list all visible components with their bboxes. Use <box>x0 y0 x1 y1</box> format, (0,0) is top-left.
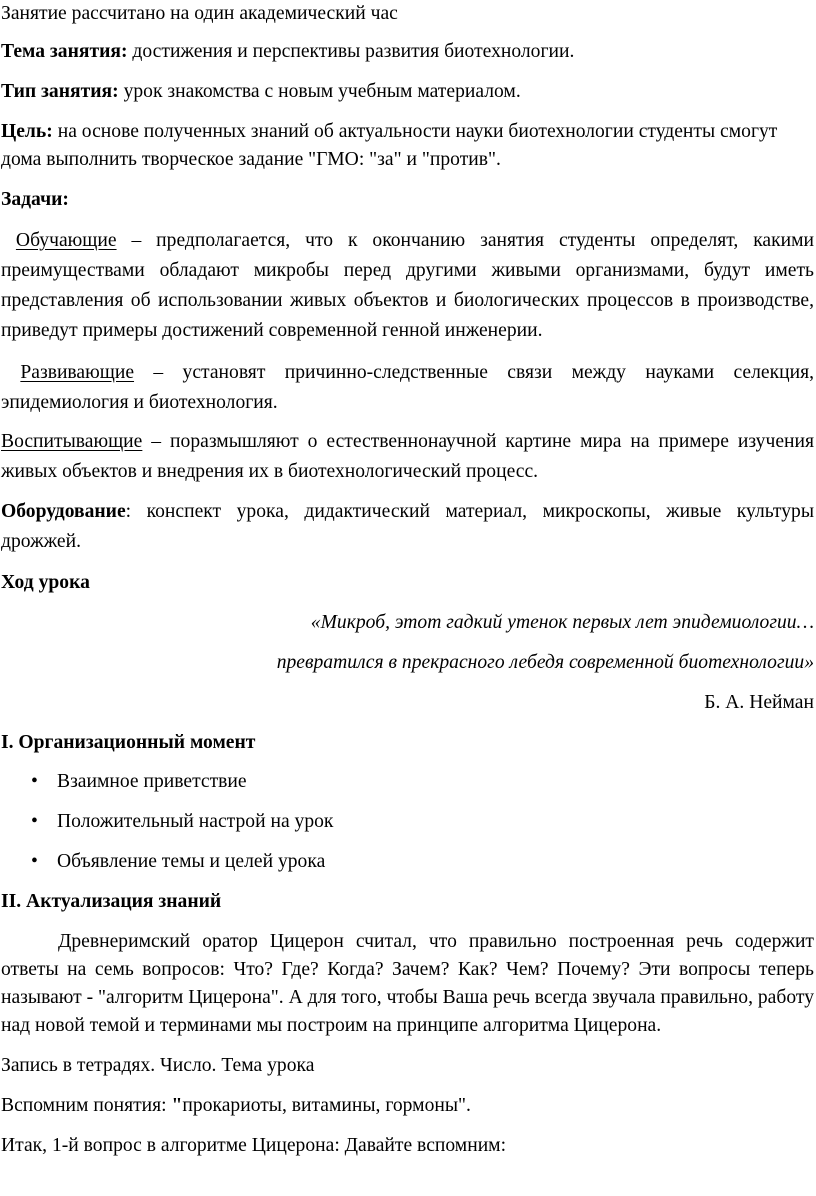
bullet-icon: • <box>31 771 38 792</box>
list-item <box>1 848 814 876</box>
topic-line <box>1 38 814 66</box>
section2-note-3: Итак, 1-й вопрос в алгоритме Цицерона: Давайте вспомним: <box>1 1135 507 1156</box>
section2-note-2 <box>1 1092 814 1120</box>
epigraph-author: Б. А. Нейман <box>704 692 814 713</box>
section2-heading: II. Актуализация знаний <box>1 891 222 912</box>
section2-note-2-text: прокариоты, витамины, гормоны". <box>182 1095 471 1116</box>
section2-note-2-prefix: Вспомним понятия: <box>1 1095 172 1116</box>
lesson-heading: Ход урока <box>1 572 90 593</box>
task-developing-text: – установят причинно-следственные связи между науками селекция, эпидемиология и биотехнология. <box>1 362 814 413</box>
list-item-text: Взаимное приветствие <box>57 771 247 792</box>
equipment-text: : конспект урока, дидактический материал, микроскопы, живые культуры дрожжей. <box>1 501 814 552</box>
section1-list <box>1 768 814 876</box>
task-developing-label: Развивающие <box>20 362 135 383</box>
goal-label: Цель: <box>1 121 53 142</box>
intro-line: Занятие рассчитано на один академический час <box>1 3 398 24</box>
task-teaching <box>1 226 814 346</box>
list-item <box>1 768 814 796</box>
section2-note-2-quote: " <box>171 1095 183 1116</box>
task-educating-label: Воспитывающие <box>1 431 143 452</box>
task-educating <box>1 427 814 487</box>
equipment-paragraph <box>1 497 814 557</box>
task-developing <box>1 358 814 418</box>
task-teaching-label: Обучающие <box>15 230 117 251</box>
epigraph-line-1: «Микроб, этот гадкий утенок первых лет эпидемиологии… <box>310 612 814 633</box>
list-item-text: Положительный настрой на урок <box>57 811 334 832</box>
type-line <box>1 78 814 106</box>
list-item <box>1 808 814 836</box>
task-teaching-text: – предполагается, что к окончанию занятия студенты определят, какими преимуществами обладают микробы перед другими живыми организмами, будут иметь представления об использовании живых объектов и биологических процессов в производстве, приведут примеры достижений современной генной инженерии. <box>1 230 815 341</box>
bullet-icon: • <box>31 811 38 832</box>
section2-note-1: Запись в тетрадях. Число. Тема урока <box>1 1055 315 1076</box>
list-item-text: Объявление темы и целей урока <box>57 851 326 872</box>
tasks-heading: Задачи: <box>1 189 69 210</box>
epigraph-line-2: превратился в прекрасного лебедя современной биотехнологии» <box>276 652 814 673</box>
goal-paragraph <box>1 118 814 174</box>
goal-text: на основе полученных знаний об актуальности науки биотехнологии студенты смогут дома выполнить творческое задание "ГМО: "за" и "против". <box>1 121 778 170</box>
bullet-icon: • <box>31 851 38 872</box>
type-text: урок знакомства с новым учебным материалом. <box>118 81 521 102</box>
task-educating-text: – поразмышляют о естественнонаучной картине мира на примере изучения живых объектов и внедрения их в биотехнологический процесс. <box>1 431 814 482</box>
section1-heading: I. Организационный момент <box>1 732 256 753</box>
section2-paragraph: Древнеримский оратор Цицерон считал, что правильно построенная речь содержит ответы на семь вопросов: Что? Где? Когда? Зачем? Как? Чем? Почему? Эти вопросы теперь называют - "алгоритм Цицерона". А для того, чтобы Ваша речь всегда звучала правильно, работу над новой темой и терминами мы построим на принципе алгоритма Цицерона. <box>1 931 814 1036</box>
topic-text: достижения и перспективы развития биотехнологии. <box>127 41 575 62</box>
equipment-label: Оборудование <box>1 501 126 522</box>
topic-label: Тема занятия: <box>1 41 128 62</box>
type-label: Тип занятия: <box>1 81 119 102</box>
